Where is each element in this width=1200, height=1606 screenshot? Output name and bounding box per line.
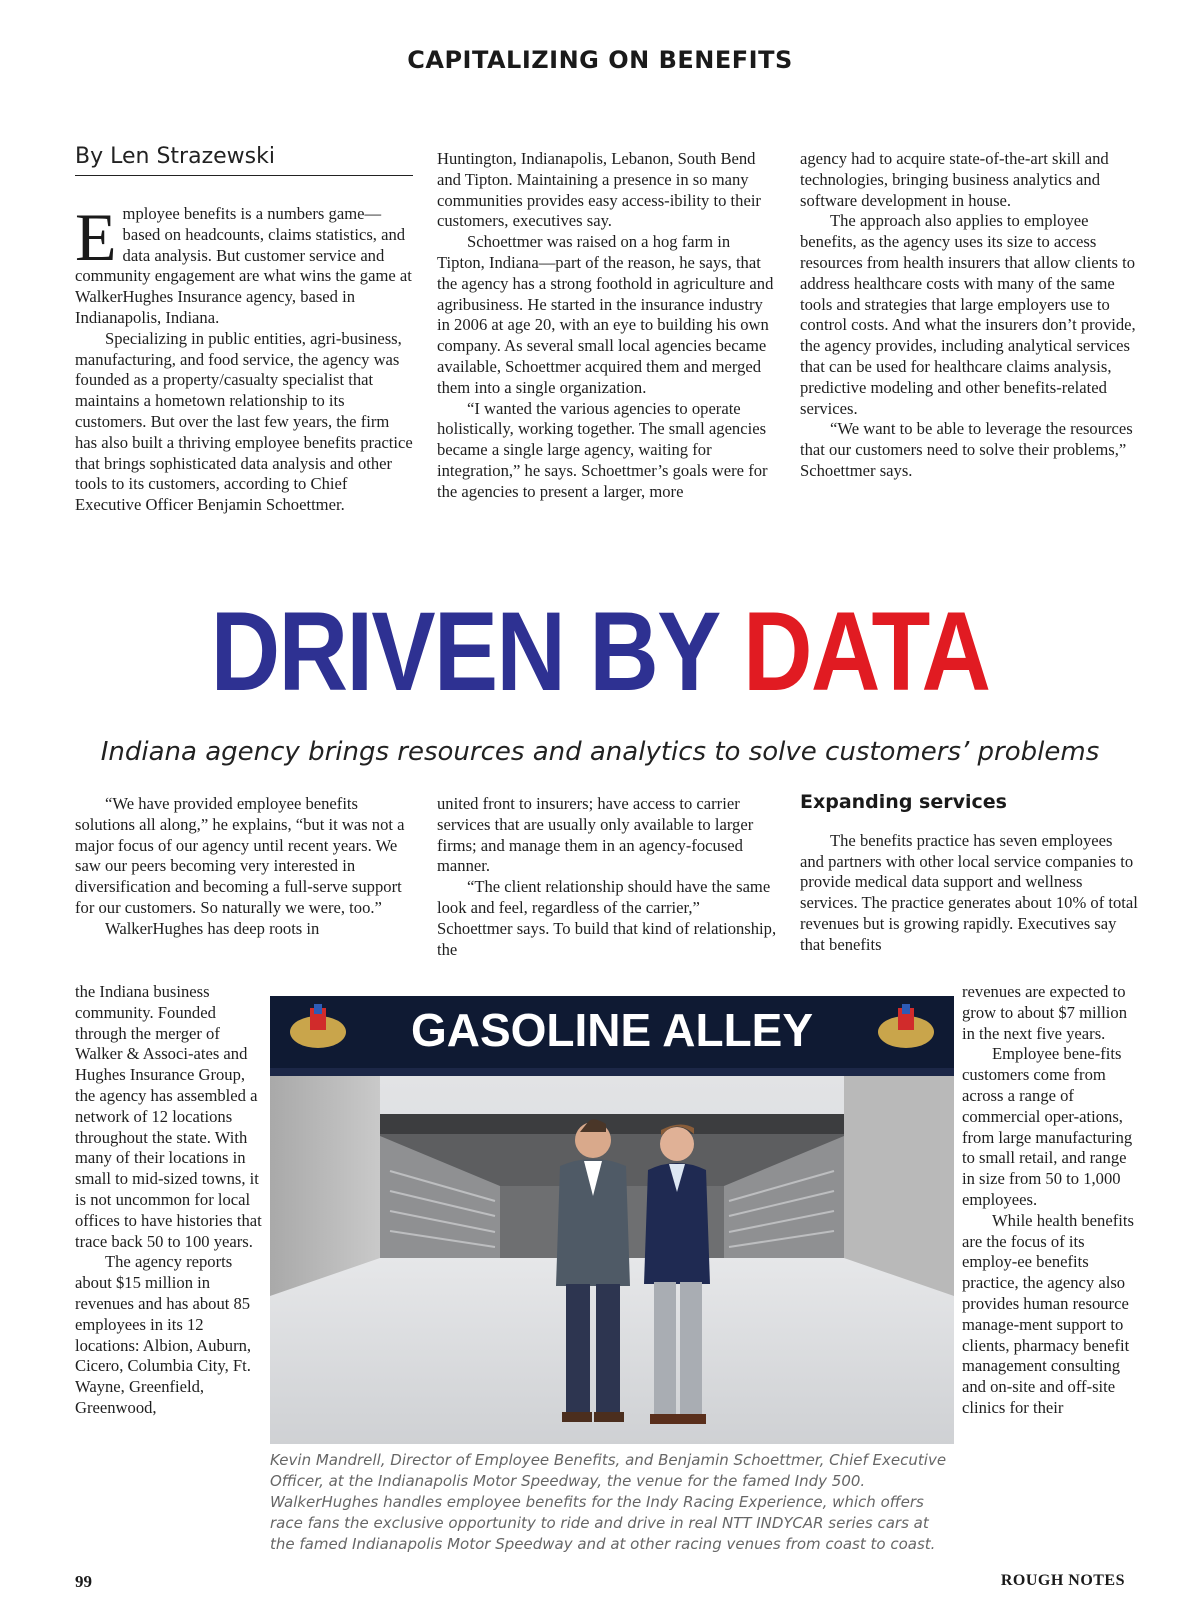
body-paragraph: While health benefits are the focus of its employ-ee benefits practice, the agency also provides human resource manage-ment support to clients, pharmacy benefit management consulting and on-site and off-site clinics for their xyxy=(962,1210,1134,1417)
body-paragraph: the Indiana business community. Founded through the merger of Walker & Associ-ates and Hughes Insurance Group, the agency has assembled a network of 12 locations throughout the state. With many of their locations in small to mid-sized towns, it is not uncommon for local offices to have histories that trace back 50 to 100 years. xyxy=(75,982,262,1251)
deck: Indiana agency brings resources and analytics to solve customers’ problems xyxy=(100,737,1100,767)
body-paragraph: WalkerHughes has deep roots in xyxy=(105,918,320,938)
intro-paragraph: “I wanted the various agencies to operate holistically, working together. The small agencies became a single large agency, waiting for integration,” he says. Schoettmer’s goals were for the agencies to present a larger, more xyxy=(437,398,768,501)
body-paragraph: The benefits practice has seven employees and partners with other local service companies to provide medical data support and wellness services. The practice generates about 10% of total revenues but is growing rapidly. Executives say that benefits xyxy=(800,830,1138,954)
drop-cap: E xyxy=(75,199,117,275)
body-paragraph: “The client relationship should have the same look and feel, regardless of the carrier,” Schoettmer says. To build that kind of relationship, the xyxy=(437,877,777,959)
body-paragraph: revenues are expected to grow to about $7 million in the next five years. xyxy=(962,982,1128,1043)
body-paragraph: Employee bene-fits customers come from across a range of commercial oper-ations, from large manufacturing to small retail, and range in size from 50 to 1,000 employees. xyxy=(962,1044,1133,1209)
subhead: Expanding services xyxy=(800,791,1007,813)
page-number: 99 xyxy=(75,1572,92,1591)
body-column-1 xyxy=(75,794,413,940)
intro-column-2 xyxy=(437,149,777,503)
intro-column-3 xyxy=(800,149,1138,482)
body-column-1-narrow xyxy=(75,982,263,1419)
intro-paragraph: Employee benefits is a numbers game—based on headcounts, claims statistics, and data analysis. But customer service and community engagement are what wins the game at WalkerHughes Insurance agency, based in Indianapolis, Indiana. xyxy=(75,199,412,327)
body-paragraph: The agency reports about $15 million in revenues and has about 85 employees in its 12 locations: Albion, Auburn, Cicero, Columbia City, Ft. Wayne, Greenfield, Greenwood, xyxy=(75,1252,252,1417)
intro-paragraph: Specializing in public entities, agri-business, manufacturing, and food service, the agency was founded as a property/casualty specialist that maintains a hometown relationship to its customers. But over the last few years, the firm has also built a thriving employee benefits practice that brings sophisticated data analysis and other tools to its customers, according to Chief Executive Officer Benjamin Schoettmer. xyxy=(75,328,413,515)
intro-paragraph: “We want to be able to leverage the resources that our customers need to solve their problems,” Schoettmer says. xyxy=(800,419,1133,480)
body-paragraph: united front to insurers; have access to carrier services that are usually only available to larger firms; and manage them in an agency-focused manner. xyxy=(437,794,754,876)
photo xyxy=(270,996,954,1444)
body-column-3-narrow xyxy=(962,982,1140,1419)
body-column-3 xyxy=(800,792,1138,956)
photo-illustration xyxy=(270,996,954,1444)
section-title: CAPITALIZING ON BENEFITS xyxy=(407,46,793,74)
intro-paragraph: Huntington, Indianapolis, Lebanon, South Bend and Tipton. Maintaining a presence in so many communities provides easy access-ibility to their customers, executives say. xyxy=(437,149,761,231)
body-paragraph: “We have provided employee benefits solutions all along,” he explains, “but it was not a major focus of our agency until recent years. We saw our peers becoming very interested in diversification and becoming a full-serve support for our customers. So naturally we were, too.” xyxy=(75,794,405,917)
headline-part-1: DRIVEN BY xyxy=(210,589,718,714)
intro-paragraph: agency had to acquire state-of-the-art skill and technologies, bringing business analytics and software development in house. xyxy=(800,149,1109,210)
photo-caption: Kevin Mandrell, Director of Employee Benefits, and Benjamin Schoettmer, Chief Executive Officer, at the Indianapolis Motor Speedway, the venue for the famed Indy 500. WalkerHughes handles employee benefits for the Indy Racing Experience, which offers race fans the exclusive opportunity to ride and drive in real NTT INDYCAR series cars at the famed Indianapolis Motor Speedway and at other racing venues from coast to coast. xyxy=(270,1451,947,1553)
byline: By Len Strazewski xyxy=(75,144,413,176)
intro-paragraph: The approach also applies to employee benefits, as the agency uses its size to access resources from health insurers that allow clients to address healthcare costs with many of the same tools and strategies that large employers use to control costs. And what the insurers don’t provide, the agency provides, including analytical services that can be used for healthcare claims analysis, predictive modeling and other benefits-related services. xyxy=(800,211,1136,418)
publication-name: ROUGH NOTES xyxy=(1000,1572,1125,1589)
body-column-2 xyxy=(437,794,777,960)
headline-part-2: DATA xyxy=(742,589,990,714)
headline xyxy=(84,589,1116,714)
gasoline-alley-sign: GASOLINE ALLEY xyxy=(410,1004,814,1056)
intro-column-1 xyxy=(75,199,413,516)
intro-paragraph: Schoettmer was raised on a hog farm in Tipton, Indiana—part of the reason, he says, that the agency has a strong foothold in agriculture and agribusiness. He started in the insurance industry in 2006 at age 20, with an eye to building his own company. As several small local agencies became available, Schoettmer acquired them and merged them into a single organization. xyxy=(437,232,774,397)
